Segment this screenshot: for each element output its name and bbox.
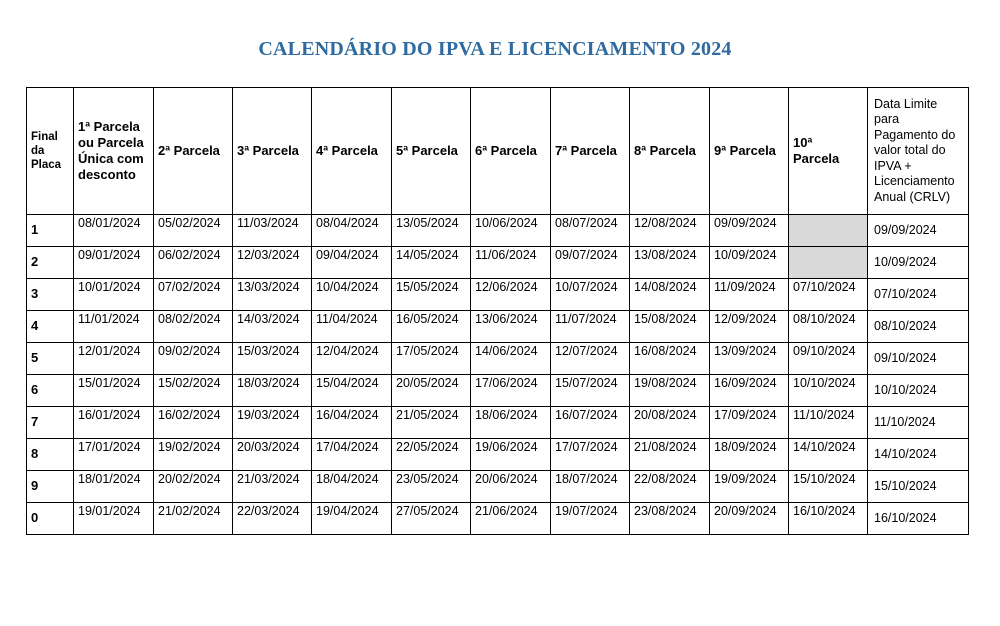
- parcela-6-date-cell: 13/06/2024: [471, 311, 551, 343]
- parcela-2-date-cell: 21/02/2024: [154, 503, 233, 535]
- header-parcela-2: 2ª Parcela: [154, 88, 233, 215]
- parcela-8-date-cell: 12/08/2024: [630, 215, 710, 247]
- parcela-4-date-cell: 08/04/2024: [312, 215, 392, 247]
- table-row: [27, 279, 969, 311]
- parcela-2-date-cell: 09/02/2024: [154, 343, 233, 375]
- final-placa-cell: 9: [27, 471, 74, 503]
- parcela-8-date-cell: 22/08/2024: [630, 471, 710, 503]
- header-final-placa: Final da Placa: [27, 88, 74, 215]
- parcela-3-date-cell: 22/03/2024: [233, 503, 312, 535]
- parcela-7-date-cell: 11/07/2024: [551, 311, 630, 343]
- parcela-5-date-cell: 23/05/2024: [392, 471, 471, 503]
- parcela-1-date-cell: 11/01/2024: [74, 311, 154, 343]
- empty-parcela-cell: [789, 247, 868, 279]
- parcela-4-date-cell: 17/04/2024: [312, 439, 392, 471]
- data-limite-cell: 08/10/2024: [868, 311, 969, 343]
- parcela-1-date-cell: 19/01/2024: [74, 503, 154, 535]
- header-parcela-3: 3ª Parcela: [233, 88, 312, 215]
- parcela-5-date-cell: 20/05/2024: [392, 375, 471, 407]
- final-placa-cell: 8: [27, 439, 74, 471]
- parcela-5-date-cell: 22/05/2024: [392, 439, 471, 471]
- parcela-4-date-cell: 16/04/2024: [312, 407, 392, 439]
- parcela-3-date-cell: 21/03/2024: [233, 471, 312, 503]
- table-row: [27, 215, 969, 247]
- parcela-7-date-cell: 09/07/2024: [551, 247, 630, 279]
- data-limite-cell: 16/10/2024: [868, 503, 969, 535]
- header-parcela-5: 5ª Parcela: [392, 88, 471, 215]
- parcela-4-date-cell: 12/04/2024: [312, 343, 392, 375]
- parcela-9-date-cell: 16/09/2024: [710, 375, 789, 407]
- final-placa-cell: 3: [27, 279, 74, 311]
- parcela-8-date-cell: 19/08/2024: [630, 375, 710, 407]
- parcela-9-date-cell: 10/09/2024: [710, 247, 789, 279]
- parcela-10-date-cell: 08/10/2024: [789, 311, 868, 343]
- parcela-9-date-cell: 17/09/2024: [710, 407, 789, 439]
- parcela-5-date-cell: 17/05/2024: [392, 343, 471, 375]
- header-parcela-10-number: 10ª: [793, 135, 813, 150]
- header-parcela-9: 9ª Parcela: [710, 88, 789, 215]
- data-limite-cell: 14/10/2024: [868, 439, 969, 471]
- parcela-6-date-cell: 18/06/2024: [471, 407, 551, 439]
- table-body: [27, 215, 969, 535]
- final-placa-cell: 6: [27, 375, 74, 407]
- parcela-1-date-cell: 10/01/2024: [74, 279, 154, 311]
- parcela-6-date-cell: 12/06/2024: [471, 279, 551, 311]
- data-limite-cell: 10/10/2024: [868, 375, 969, 407]
- parcela-8-date-cell: 20/08/2024: [630, 407, 710, 439]
- parcela-6-date-cell: 20/06/2024: [471, 471, 551, 503]
- data-limite-cell: 15/10/2024: [868, 471, 969, 503]
- final-placa-cell: 7: [27, 407, 74, 439]
- parcela-4-date-cell: 18/04/2024: [312, 471, 392, 503]
- parcela-2-date-cell: 19/02/2024: [154, 439, 233, 471]
- parcela-3-date-cell: 14/03/2024: [233, 311, 312, 343]
- parcela-5-date-cell: 15/05/2024: [392, 279, 471, 311]
- parcela-7-date-cell: 18/07/2024: [551, 471, 630, 503]
- parcela-7-date-cell: 16/07/2024: [551, 407, 630, 439]
- parcela-10-date-cell: 07/10/2024: [789, 279, 868, 311]
- parcela-6-date-cell: 14/06/2024: [471, 343, 551, 375]
- table-row: [27, 503, 969, 535]
- table-row: [27, 471, 969, 503]
- parcela-2-date-cell: 20/02/2024: [154, 471, 233, 503]
- data-limite-cell: 07/10/2024: [868, 279, 969, 311]
- header-parcela-6: 6ª Parcela: [471, 88, 551, 215]
- parcela-8-date-cell: 16/08/2024: [630, 343, 710, 375]
- parcela-1-date-cell: 08/01/2024: [74, 215, 154, 247]
- parcela-2-date-cell: 05/02/2024: [154, 215, 233, 247]
- parcela-7-date-cell: 15/07/2024: [551, 375, 630, 407]
- parcela-1-date-cell: 18/01/2024: [74, 471, 154, 503]
- parcela-6-date-cell: 21/06/2024: [471, 503, 551, 535]
- parcela-9-date-cell: 18/09/2024: [710, 439, 789, 471]
- data-limite-cell: 11/10/2024: [868, 407, 969, 439]
- header-parcela-4: 4ª Parcela: [312, 88, 392, 215]
- data-limite-cell: 09/09/2024: [868, 215, 969, 247]
- parcela-7-date-cell: 17/07/2024: [551, 439, 630, 471]
- parcela-4-date-cell: 10/04/2024: [312, 279, 392, 311]
- header-row: [27, 88, 969, 215]
- parcela-1-date-cell: 17/01/2024: [74, 439, 154, 471]
- parcela-7-date-cell: 10/07/2024: [551, 279, 630, 311]
- parcela-3-date-cell: 11/03/2024: [233, 215, 312, 247]
- parcela-9-date-cell: 09/09/2024: [710, 215, 789, 247]
- parcela-6-date-cell: 19/06/2024: [471, 439, 551, 471]
- parcela-3-date-cell: 20/03/2024: [233, 439, 312, 471]
- parcela-3-date-cell: 12/03/2024: [233, 247, 312, 279]
- parcela-8-date-cell: 15/08/2024: [630, 311, 710, 343]
- parcela-8-date-cell: 21/08/2024: [630, 439, 710, 471]
- parcela-9-date-cell: 20/09/2024: [710, 503, 789, 535]
- parcela-7-date-cell: 08/07/2024: [551, 215, 630, 247]
- parcela-3-date-cell: 18/03/2024: [233, 375, 312, 407]
- data-limite-cell: 09/10/2024: [868, 343, 969, 375]
- parcela-4-date-cell: 09/04/2024: [312, 247, 392, 279]
- parcela-3-date-cell: 19/03/2024: [233, 407, 312, 439]
- parcela-2-date-cell: 06/02/2024: [154, 247, 233, 279]
- final-placa-cell: 0: [27, 503, 74, 535]
- parcela-10-date-cell: 16/10/2024: [789, 503, 868, 535]
- data-limite-cell: 10/09/2024: [868, 247, 969, 279]
- parcela-10-date-cell: 11/10/2024: [789, 407, 868, 439]
- parcela-3-date-cell: 13/03/2024: [233, 279, 312, 311]
- header-data-limite: Data Limite para Pagamento do valor total do IPVA + Licenciamento Anual (CRLV): [868, 88, 969, 215]
- parcela-3-date-cell: 15/03/2024: [233, 343, 312, 375]
- parcela-6-date-cell: 10/06/2024: [471, 215, 551, 247]
- final-placa-cell: 4: [27, 311, 74, 343]
- parcela-8-date-cell: 13/08/2024: [630, 247, 710, 279]
- parcela-1-date-cell: 15/01/2024: [74, 375, 154, 407]
- empty-parcela-cell: [789, 215, 868, 247]
- header-parcela-1: 1ª Parcela ou Parcela Única com desconto: [74, 88, 154, 215]
- parcela-4-date-cell: 19/04/2024: [312, 503, 392, 535]
- parcela-1-date-cell: 12/01/2024: [74, 343, 154, 375]
- table-row: [27, 311, 969, 343]
- header-parcela-7: 7ª Parcela: [551, 88, 630, 215]
- table-row: [27, 407, 969, 439]
- final-placa-cell: 1: [27, 215, 74, 247]
- table-row: [27, 343, 969, 375]
- parcela-5-date-cell: 27/05/2024: [392, 503, 471, 535]
- parcela-6-date-cell: 17/06/2024: [471, 375, 551, 407]
- parcela-2-date-cell: 08/02/2024: [154, 311, 233, 343]
- parcela-5-date-cell: 13/05/2024: [392, 215, 471, 247]
- parcela-8-date-cell: 14/08/2024: [630, 279, 710, 311]
- parcela-9-date-cell: 13/09/2024: [710, 343, 789, 375]
- table-row: [27, 439, 969, 471]
- parcela-10-date-cell: 15/10/2024: [789, 471, 868, 503]
- final-placa-cell: 5: [27, 343, 74, 375]
- parcela-7-date-cell: 19/07/2024: [551, 503, 630, 535]
- parcela-1-date-cell: 09/01/2024: [74, 247, 154, 279]
- parcela-8-date-cell: 23/08/2024: [630, 503, 710, 535]
- parcela-4-date-cell: 15/04/2024: [312, 375, 392, 407]
- parcela-6-date-cell: 11/06/2024: [471, 247, 551, 279]
- parcela-9-date-cell: 19/09/2024: [710, 471, 789, 503]
- parcela-2-date-cell: 16/02/2024: [154, 407, 233, 439]
- parcela-9-date-cell: 11/09/2024: [710, 279, 789, 311]
- page-title: CALENDÁRIO DO IPVA E LICENCIAMENTO 2024: [258, 38, 732, 60]
- parcela-10-date-cell: 14/10/2024: [789, 439, 868, 471]
- parcela-7-date-cell: 12/07/2024: [551, 343, 630, 375]
- parcela-4-date-cell: 11/04/2024: [312, 311, 392, 343]
- header-parcela-10: [789, 88, 868, 215]
- table-row: [27, 375, 969, 407]
- parcela-10-date-cell: 10/10/2024: [789, 375, 868, 407]
- parcela-5-date-cell: 21/05/2024: [392, 407, 471, 439]
- parcela-10-date-cell: 09/10/2024: [789, 343, 868, 375]
- parcela-2-date-cell: 07/02/2024: [154, 279, 233, 311]
- parcela-5-date-cell: 16/05/2024: [392, 311, 471, 343]
- parcela-2-date-cell: 15/02/2024: [154, 375, 233, 407]
- table-row: [27, 247, 969, 279]
- parcela-5-date-cell: 14/05/2024: [392, 247, 471, 279]
- header-parcela-8: 8ª Parcela: [630, 88, 710, 215]
- ipva-calendar-table: [26, 87, 969, 535]
- final-placa-cell: 2: [27, 247, 74, 279]
- parcela-9-date-cell: 12/09/2024: [710, 311, 789, 343]
- header-parcela-10-label: Parcela: [793, 151, 840, 166]
- parcela-1-date-cell: 16/01/2024: [74, 407, 154, 439]
